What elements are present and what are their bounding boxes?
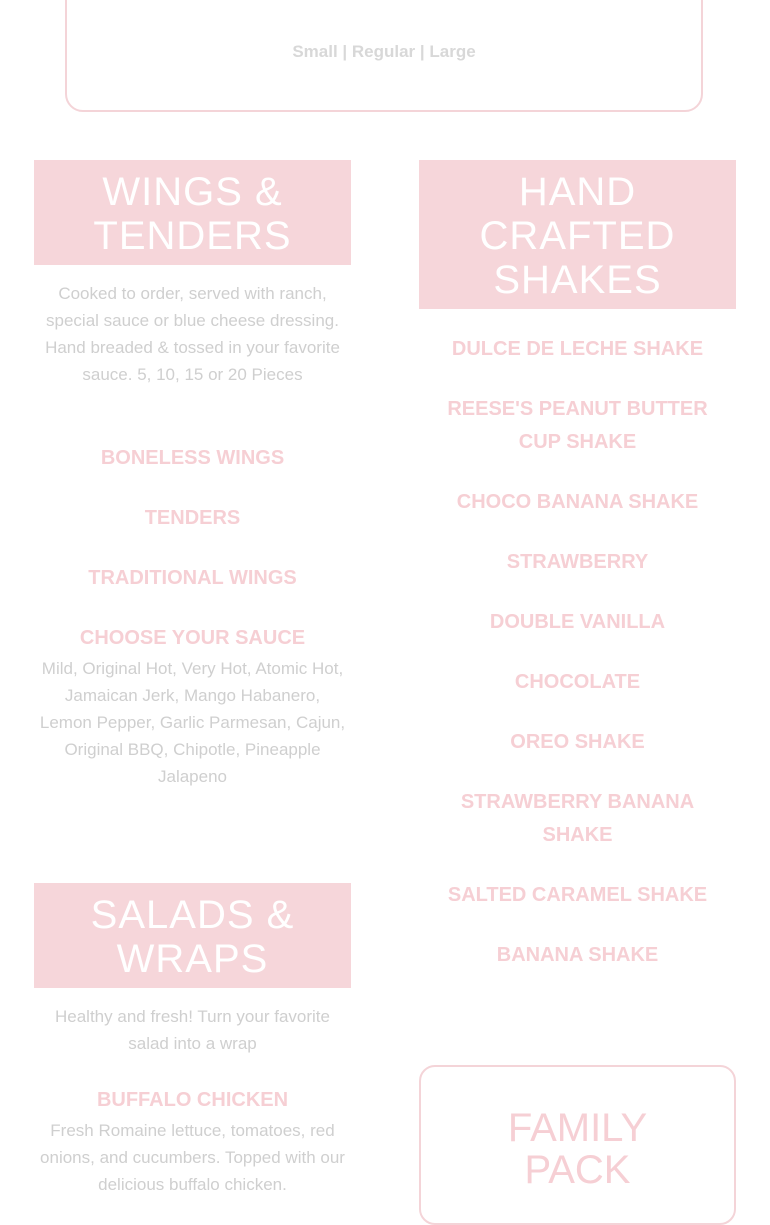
wings-title-line2: TENDERS xyxy=(93,214,292,258)
wings-section-banner xyxy=(34,160,351,265)
shakes-title-line1: HAND xyxy=(518,170,637,214)
menu-item-strawberry[interactable]: STRAWBERRY xyxy=(506,551,649,573)
buffalo-chicken-description: Fresh Romaine lettuce, tomatoes, red onions, and cucumbers. Topped with our delicious buffalo chicken. xyxy=(40,1121,345,1194)
shakes-title-line3: SHAKES xyxy=(493,258,662,302)
menu-item-salted-caramel[interactable]: SALTED CARAMEL SHAKE xyxy=(447,884,708,906)
family-pack-title xyxy=(421,1107,734,1191)
shakes-section-banner xyxy=(419,160,736,309)
menu-item-chocolate[interactable]: CHOCOLATE xyxy=(514,671,641,693)
shakes-title-line2: CRAFTED xyxy=(479,214,676,258)
sauce-list: Mild, Original Hot, Very Hot, Atomic Hot, Jamaican Jerk, Mango Habanero, Lemon Pepper, Garlic Parmesan, Cajun, Original BBQ, Chipotle, Pineapple Jalapeno xyxy=(39,659,346,786)
wings-description: Cooked to order, served with ranch, special sauce or blue cheese dressing. Hand breaded & tossed in your favorite sauce. 5, 10, 15 or 20 Pieces xyxy=(45,284,340,384)
salads-description: Healthy and fresh! Turn your favorite salad into a wrap xyxy=(55,1007,330,1053)
menu-item-double-vanilla[interactable]: DOUBLE VANILLA xyxy=(489,611,666,633)
size-options-card xyxy=(65,0,703,112)
menu-item-traditional-wings[interactable]: TRADITIONAL WINGS xyxy=(88,567,297,589)
salads-title-line1: SALADS & xyxy=(90,893,295,937)
menu-item-buffalo-chicken[interactable]: BUFFALO CHICKEN xyxy=(96,1089,289,1111)
wings-title-line1: WINGS & xyxy=(102,170,283,214)
family-title-line1: FAMILY xyxy=(507,1106,648,1150)
menu-item-boneless-wings[interactable]: BONELESS WINGS xyxy=(100,447,285,469)
menu-item-banana-shake[interactable]: BANANA SHAKE xyxy=(496,944,659,966)
family-title-line2: PACK xyxy=(524,1148,631,1192)
size-options-text: Small | Regular | Large xyxy=(292,42,476,61)
menu-item-strawberry-banana[interactable]: STRAWBERRY BANANA SHAKE xyxy=(460,791,695,846)
menu-item-choco-banana[interactable]: CHOCO BANANA SHAKE xyxy=(456,491,699,513)
menu-item-tenders[interactable]: TENDERS xyxy=(144,507,241,529)
family-pack-card[interactable] xyxy=(419,1065,736,1225)
salads-title-line2: WRAPS xyxy=(116,937,269,981)
menu-item-oreo-shake[interactable]: OREO SHAKE xyxy=(510,731,645,753)
salads-section-banner xyxy=(34,883,351,988)
menu-item-dulce-de-leche[interactable]: DULCE DE LECHE SHAKE xyxy=(451,338,704,360)
menu-item-reeses-shake[interactable]: REESE'S PEANUT BUTTER CUP SHAKE xyxy=(447,398,708,453)
menu-item-choose-sauce[interactable]: CHOOSE YOUR SAUCE xyxy=(79,627,306,649)
